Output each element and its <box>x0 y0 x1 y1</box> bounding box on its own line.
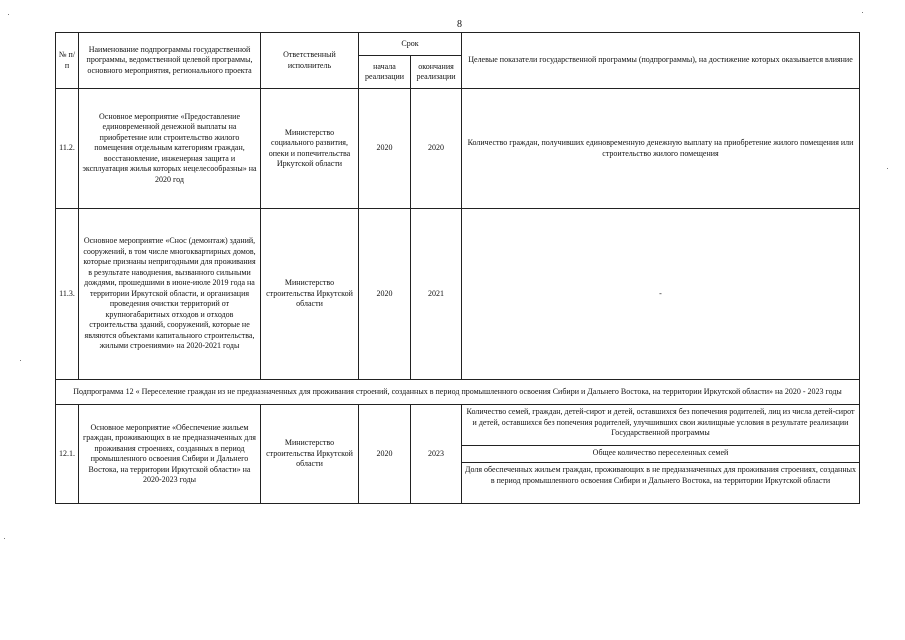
row-num: 12.1. <box>56 405 79 504</box>
row-end: 2021 <box>411 209 462 380</box>
row-responsible: Министерство строительства Иркутской области <box>261 405 359 504</box>
row-start: 2020 <box>359 405 411 504</box>
program-table <box>55 32 860 504</box>
row-name: Основное мероприятие «Обеспечение жильем граждан, проживающих в не предназначенных для проживания строениях, созданных в период промышленного освоения Сибири и Дальнего Востока, на территории Иркутской области» на 2020-2023 годы <box>79 405 261 504</box>
header-row <box>56 33 860 56</box>
table-row <box>56 405 860 504</box>
table-row <box>56 89 860 209</box>
indicator-item: Доля обеспеченных жильем граждан, проживающих в не предназначенных для проживания строениях, созданных в период промышленного освоения Сибири и Дальнего Востока, на территории Иркутской области <box>465 465 856 485</box>
row-responsible: Министерство социального развития, опеки и попечительства Иркутской области <box>261 89 359 209</box>
header-name: Наименование подпрограммы государственной программы, ведомственной целевой программы, основного мероприятия, регионального проекта <box>79 33 261 89</box>
row-name: Основное мероприятие «Снос (демонтаж) зданий, сооружений, в том числе многоквартирных домов, которые признаны непригодными для проживания в результате наводнения, вызванного сильными дождями, прошедшими в июне-июле 2019 года на территории Иркутской области, и организация проведения очистки территорий от крупногабаритных отходов и отходов строительства зданий, сооружений, которые не являются объектами капитального строительства, жилыми строениями» на 2020-2021 годы <box>79 209 261 380</box>
scan-speck <box>862 12 863 13</box>
scan-speck <box>4 538 5 539</box>
scan-speck <box>20 360 21 361</box>
scan-speck <box>887 168 888 169</box>
table-row <box>56 209 860 380</box>
row-name: Основное мероприятие «Предоставление единовременной денежной выплаты на приобретение или строительство жилого помещения отдельным категориям граждан, восстановление, инженерная защита и эксплуатация жилья которых нецелесообразны» на 2020 год <box>79 89 261 209</box>
header-start: начала реализации <box>359 56 411 89</box>
row-indicator: - <box>462 209 860 380</box>
row-indicator: Количество граждан, получивших единовременную денежную выплату на приобретение жилого помещения или строительство жилого помещения <box>462 89 860 209</box>
row-indicators <box>462 405 860 504</box>
header-indicators: Целевые показатели государственной программы (подпрограммы), на достижение которых оказывается влияние <box>462 33 860 89</box>
header-end: окончания реализации <box>411 56 462 89</box>
header-responsible: Ответственный исполнитель <box>261 33 359 89</box>
header-term: Срок <box>359 33 462 56</box>
row-num: 11.2. <box>56 89 79 209</box>
scan-speck <box>8 14 9 15</box>
indicator-item: Общее количество переселенных семей <box>462 446 859 463</box>
row-num: 11.3. <box>56 209 79 380</box>
row-start: 2020 <box>359 209 411 380</box>
page-number: 8 <box>457 19 462 30</box>
subprogram-row <box>56 380 860 405</box>
header-num: № п/п <box>56 33 79 89</box>
row-end: 2023 <box>411 405 462 504</box>
row-responsible: Министерство строительства Иркутской области <box>261 209 359 380</box>
row-start: 2020 <box>359 89 411 209</box>
subprogram-title: Подпрограмма 12 « Переселение граждан из не предназначенных для проживания строений, созданных в период промышленного освоения Сибири и Дальнего Востока, на территории Иркутской области» на 2020 - 2023 годы <box>56 380 860 405</box>
row-end: 2020 <box>411 89 462 209</box>
indicator-item: Количество семей, граждан, детей-сирот и детей, оставшихся без попечения родителей, лиц из числа детей-сирот и детей, оставшихся без попечения родителей, улучшивших свои жилищные условия в результате реализации Государственной программы <box>462 405 859 446</box>
